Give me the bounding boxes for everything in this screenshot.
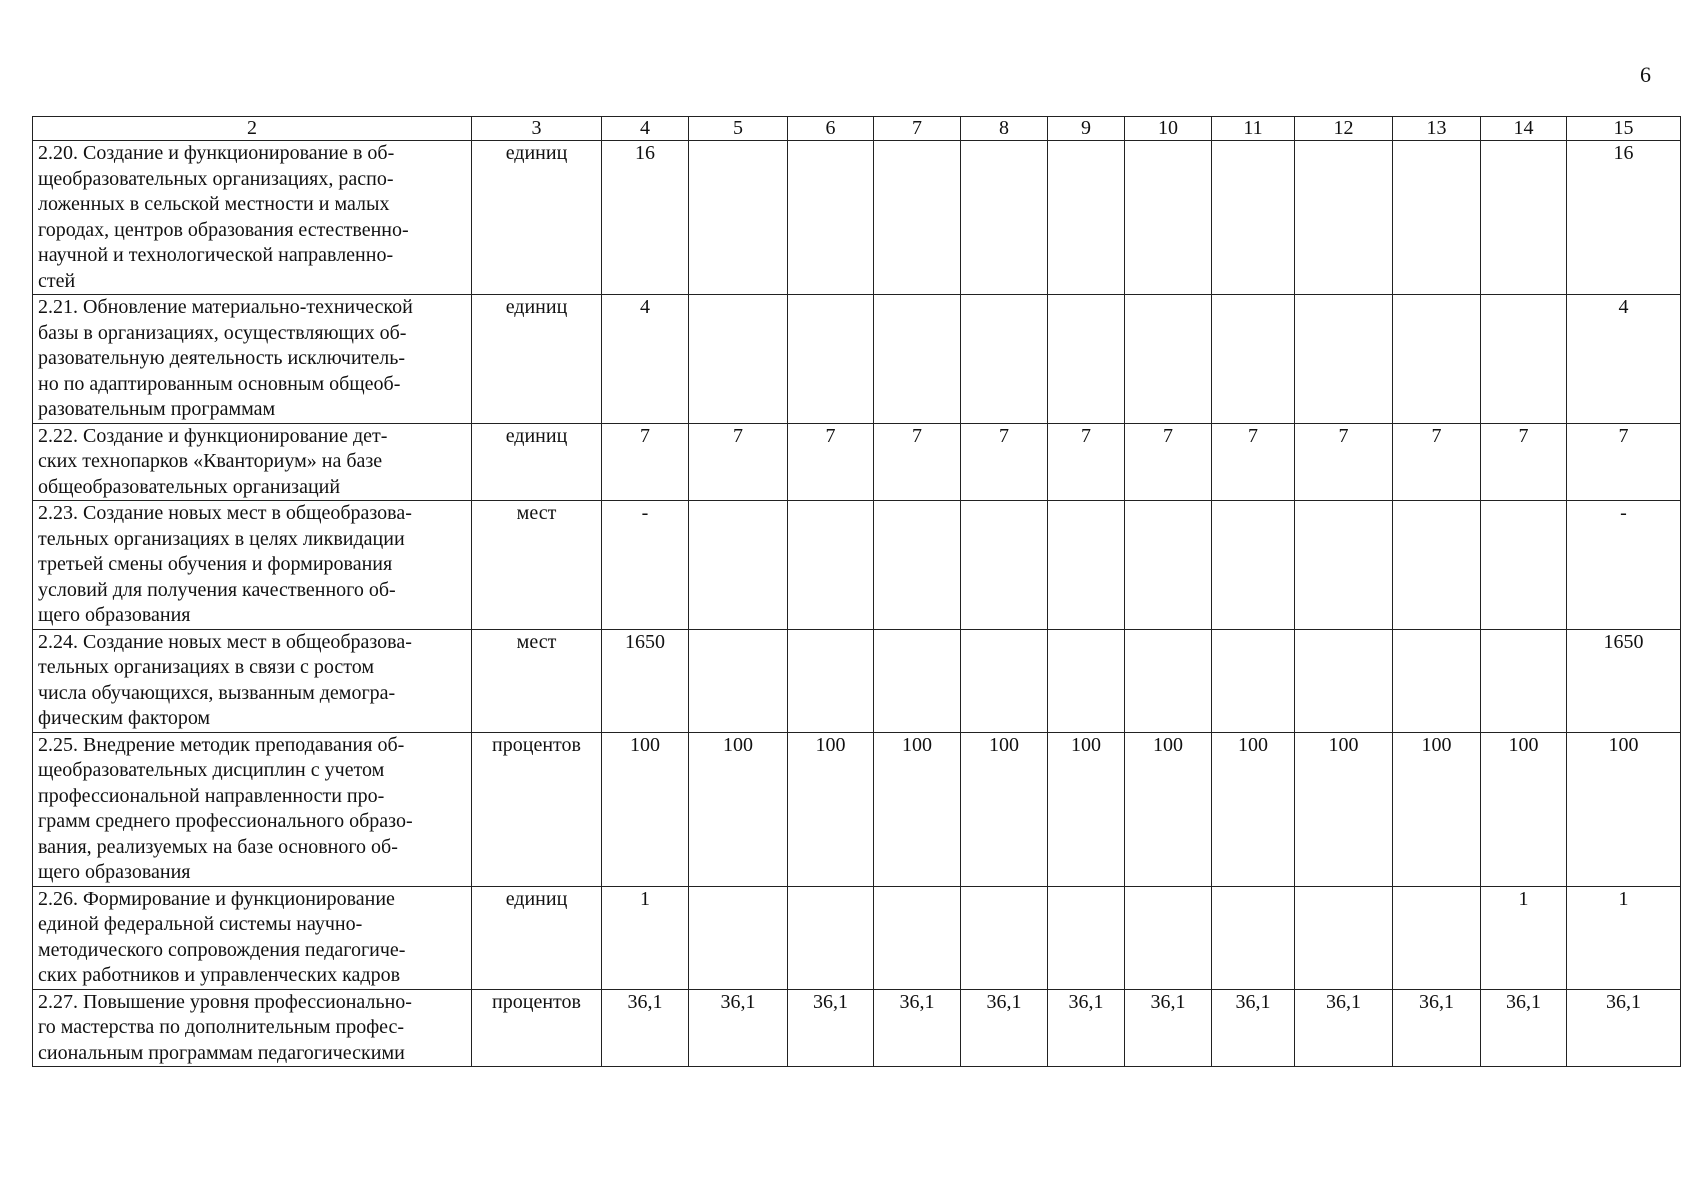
value-cell	[788, 629, 874, 732]
value-cell	[689, 295, 788, 424]
unit-cell: единиц	[472, 423, 602, 501]
value-cell: 100	[1481, 732, 1567, 886]
value-cell	[1048, 141, 1125, 295]
header-cell: 12	[1295, 117, 1393, 141]
table-row	[33, 732, 1681, 886]
value-cell	[1125, 886, 1212, 989]
value-cell: 100	[1393, 732, 1481, 886]
description-line: щеобразовательных организациях, распо-	[38, 167, 394, 190]
value-cell: 36,1	[1048, 989, 1125, 1067]
value-cell	[1048, 295, 1125, 424]
value-cell	[1295, 295, 1393, 424]
value-cell	[689, 886, 788, 989]
value-cell	[874, 295, 961, 424]
description-line: ложенных в сельской местности и малых	[38, 193, 390, 215]
description-line: разовательную деятельность исключитель-	[38, 347, 406, 369]
value-cell	[1393, 886, 1481, 989]
value-cell: 4	[1567, 295, 1681, 424]
indicator-description	[33, 732, 472, 886]
table-row	[33, 886, 1681, 989]
value-cell	[1295, 141, 1393, 295]
value-cell: 100	[1567, 732, 1681, 886]
description-line: 2.23. Создание новых мест в общеобразова-	[38, 502, 412, 524]
header-cell: 3	[472, 117, 602, 141]
indicator-table	[32, 116, 1681, 1067]
header-cell: 7	[874, 117, 961, 141]
unit-cell: процентов	[472, 732, 602, 886]
unit-cell: единиц	[472, 886, 602, 989]
value-cell	[1481, 141, 1567, 295]
description-line: 2.20. Создание и функционирование в об-	[38, 142, 395, 164]
value-cell	[1212, 295, 1295, 424]
value-cell: 36,1	[874, 989, 961, 1067]
value-cell: 36,1	[961, 989, 1048, 1067]
header-cell: 13	[1393, 117, 1481, 141]
table-row	[33, 501, 1681, 630]
value-cell	[788, 295, 874, 424]
unit-cell: единиц	[472, 141, 602, 295]
value-cell: 7	[602, 423, 689, 501]
value-cell	[1295, 501, 1393, 630]
value-cell	[788, 141, 874, 295]
value-cell	[1048, 501, 1125, 630]
value-cell: 7	[1481, 423, 1567, 501]
description-line: научной и технологической направленно-	[38, 244, 394, 266]
value-cell: 100	[1212, 732, 1295, 886]
value-cell	[874, 629, 961, 732]
value-cell: 100	[602, 732, 689, 886]
value-cell	[1393, 141, 1481, 295]
description-line: 2.22. Создание и функционирование дет-	[38, 424, 388, 447]
value-cell	[1125, 141, 1212, 295]
value-cell: 100	[874, 732, 961, 886]
description-line: единой федеральной системы научно-	[38, 913, 363, 935]
description-line: го мастерства по дополнительным профес-	[38, 1016, 405, 1038]
unit-cell: мест	[472, 501, 602, 630]
indicator-description	[33, 295, 472, 424]
value-cell	[961, 886, 1048, 989]
header-cell: 5	[689, 117, 788, 141]
description-line: числа обучающихся, вызванным демогра-	[38, 681, 396, 704]
value-cell	[1048, 886, 1125, 989]
header-cell: 10	[1125, 117, 1212, 141]
page-number: 6	[1640, 62, 1651, 87]
description-line: грамм среднего профессионального образо-	[38, 810, 413, 832]
value-cell: 36,1	[1567, 989, 1681, 1067]
value-cell: 7	[788, 423, 874, 501]
indicator-description	[33, 886, 472, 989]
description-line: щего образования	[38, 604, 191, 626]
description-line: 2.26. Формирование и функционирование	[38, 887, 395, 910]
value-cell	[961, 141, 1048, 295]
value-cell: 7	[874, 423, 961, 501]
header-cell: 15	[1567, 117, 1681, 141]
value-cell	[1481, 295, 1567, 424]
header-cell: 8	[961, 117, 1048, 141]
value-cell: 100	[788, 732, 874, 886]
value-cell	[874, 886, 961, 989]
value-cell	[689, 501, 788, 630]
value-cell: 36,1	[1125, 989, 1212, 1067]
description-line: базы в организациях, осуществляющих об-	[38, 321, 407, 344]
value-cell: -	[602, 501, 689, 630]
description-line: ских работников и управленческих кадров	[38, 964, 401, 986]
value-cell	[1393, 629, 1481, 732]
value-cell	[788, 501, 874, 630]
unit-cell: мест	[472, 629, 602, 732]
indicator-description	[33, 629, 472, 732]
header-cell: 11	[1212, 117, 1295, 141]
description-line: профессиональной направленности про-	[38, 784, 385, 807]
value-cell: 36,1	[689, 989, 788, 1067]
value-cell: 36,1	[788, 989, 874, 1067]
value-cell: 16	[1567, 141, 1681, 295]
value-cell: 1650	[602, 629, 689, 732]
value-cell	[1212, 141, 1295, 295]
value-cell	[689, 141, 788, 295]
description-line: 2.21. Обновление материально-технической	[38, 296, 413, 318]
description-line: методического сопровождения педагогиче-	[38, 938, 406, 961]
value-cell	[1481, 501, 1567, 630]
value-cell: 1	[602, 886, 689, 989]
value-cell: 7	[961, 423, 1048, 501]
indicator-description	[33, 989, 472, 1067]
description-line: разовательным программам	[38, 398, 276, 420]
description-line: щеобразовательных дисциплин с учетом	[38, 759, 385, 781]
value-cell	[1212, 629, 1295, 732]
description-line: сиональным программам педагогическими	[38, 1041, 405, 1064]
value-cell: 7	[1295, 423, 1393, 501]
description-line: 2.27. Повышение уровня профессионально-	[38, 990, 412, 1013]
value-cell: 7	[1048, 423, 1125, 501]
value-cell	[1295, 629, 1393, 732]
table-row	[33, 423, 1681, 501]
description-line: городах, центров образования естественно-	[38, 218, 409, 241]
header-cell: 4	[602, 117, 689, 141]
indicator-description	[33, 501, 472, 630]
unit-cell: процентов	[472, 989, 602, 1067]
value-cell: 100	[689, 732, 788, 886]
value-cell: -	[1567, 501, 1681, 630]
value-cell: 1	[1567, 886, 1681, 989]
value-cell: 1650	[1567, 629, 1681, 732]
value-cell: 100	[961, 732, 1048, 886]
value-cell	[961, 295, 1048, 424]
value-cell: 7	[689, 423, 788, 501]
value-cell: 36,1	[1212, 989, 1295, 1067]
table-row	[33, 295, 1681, 424]
description-line: фическим фактором	[38, 707, 211, 729]
table-row	[33, 141, 1681, 295]
value-cell	[874, 141, 961, 295]
value-cell	[689, 629, 788, 732]
description-line: стей	[38, 269, 76, 292]
value-cell	[1125, 295, 1212, 424]
value-cell: 7	[1567, 423, 1681, 501]
description-line: тельных организациях в целях ликвидации	[38, 527, 405, 550]
value-cell: 7	[1125, 423, 1212, 501]
header-cell: 6	[788, 117, 874, 141]
value-cell	[1295, 886, 1393, 989]
description-line: тельных организациях в связи с ростом	[38, 656, 375, 678]
unit-cell: единиц	[472, 295, 602, 424]
value-cell	[874, 501, 961, 630]
value-cell	[1212, 501, 1295, 630]
value-cell	[1125, 629, 1212, 732]
description-line: условий для получения качественного об-	[38, 578, 396, 601]
value-cell: 100	[1125, 732, 1212, 886]
description-line: 2.24. Создание новых мест в общеобразова-	[38, 630, 412, 653]
description-line: щего образования	[38, 861, 191, 883]
value-cell: 1	[1481, 886, 1567, 989]
header-cell: 14	[1481, 117, 1567, 141]
value-cell	[1393, 295, 1481, 424]
table-row	[33, 629, 1681, 732]
description-line: ских технопарков «Кванториум» на базе	[38, 450, 383, 472]
indicator-description	[33, 423, 472, 501]
value-cell	[788, 886, 874, 989]
header-cell: 9	[1048, 117, 1125, 141]
table-row	[33, 989, 1681, 1067]
value-cell: 16	[602, 141, 689, 295]
value-cell: 36,1	[1481, 989, 1567, 1067]
value-cell: 36,1	[1295, 989, 1393, 1067]
indicator-description	[33, 141, 472, 295]
value-cell: 36,1	[1393, 989, 1481, 1067]
value-cell: 4	[602, 295, 689, 424]
description-line: общеобразовательных организаций	[38, 475, 341, 498]
value-cell: 7	[1212, 423, 1295, 501]
value-cell	[1048, 629, 1125, 732]
value-cell: 36,1	[602, 989, 689, 1067]
description-line: но по адаптированным основным общеоб-	[38, 372, 401, 395]
value-cell: 7	[1393, 423, 1481, 501]
value-cell	[1393, 501, 1481, 630]
value-cell	[961, 501, 1048, 630]
header-cell: 2	[33, 117, 472, 141]
value-cell: 100	[1295, 732, 1393, 886]
value-cell	[1125, 501, 1212, 630]
description-line: третьей смены обучения и формирования	[38, 553, 393, 575]
header-row	[33, 117, 1681, 141]
description-line: 2.25. Внедрение методик преподавания об-	[38, 733, 405, 756]
description-line: вания, реализуемых на базе основного об-	[38, 835, 398, 858]
value-cell	[1212, 886, 1295, 989]
value-cell	[1481, 629, 1567, 732]
value-cell: 100	[1048, 732, 1125, 886]
value-cell	[961, 629, 1048, 732]
